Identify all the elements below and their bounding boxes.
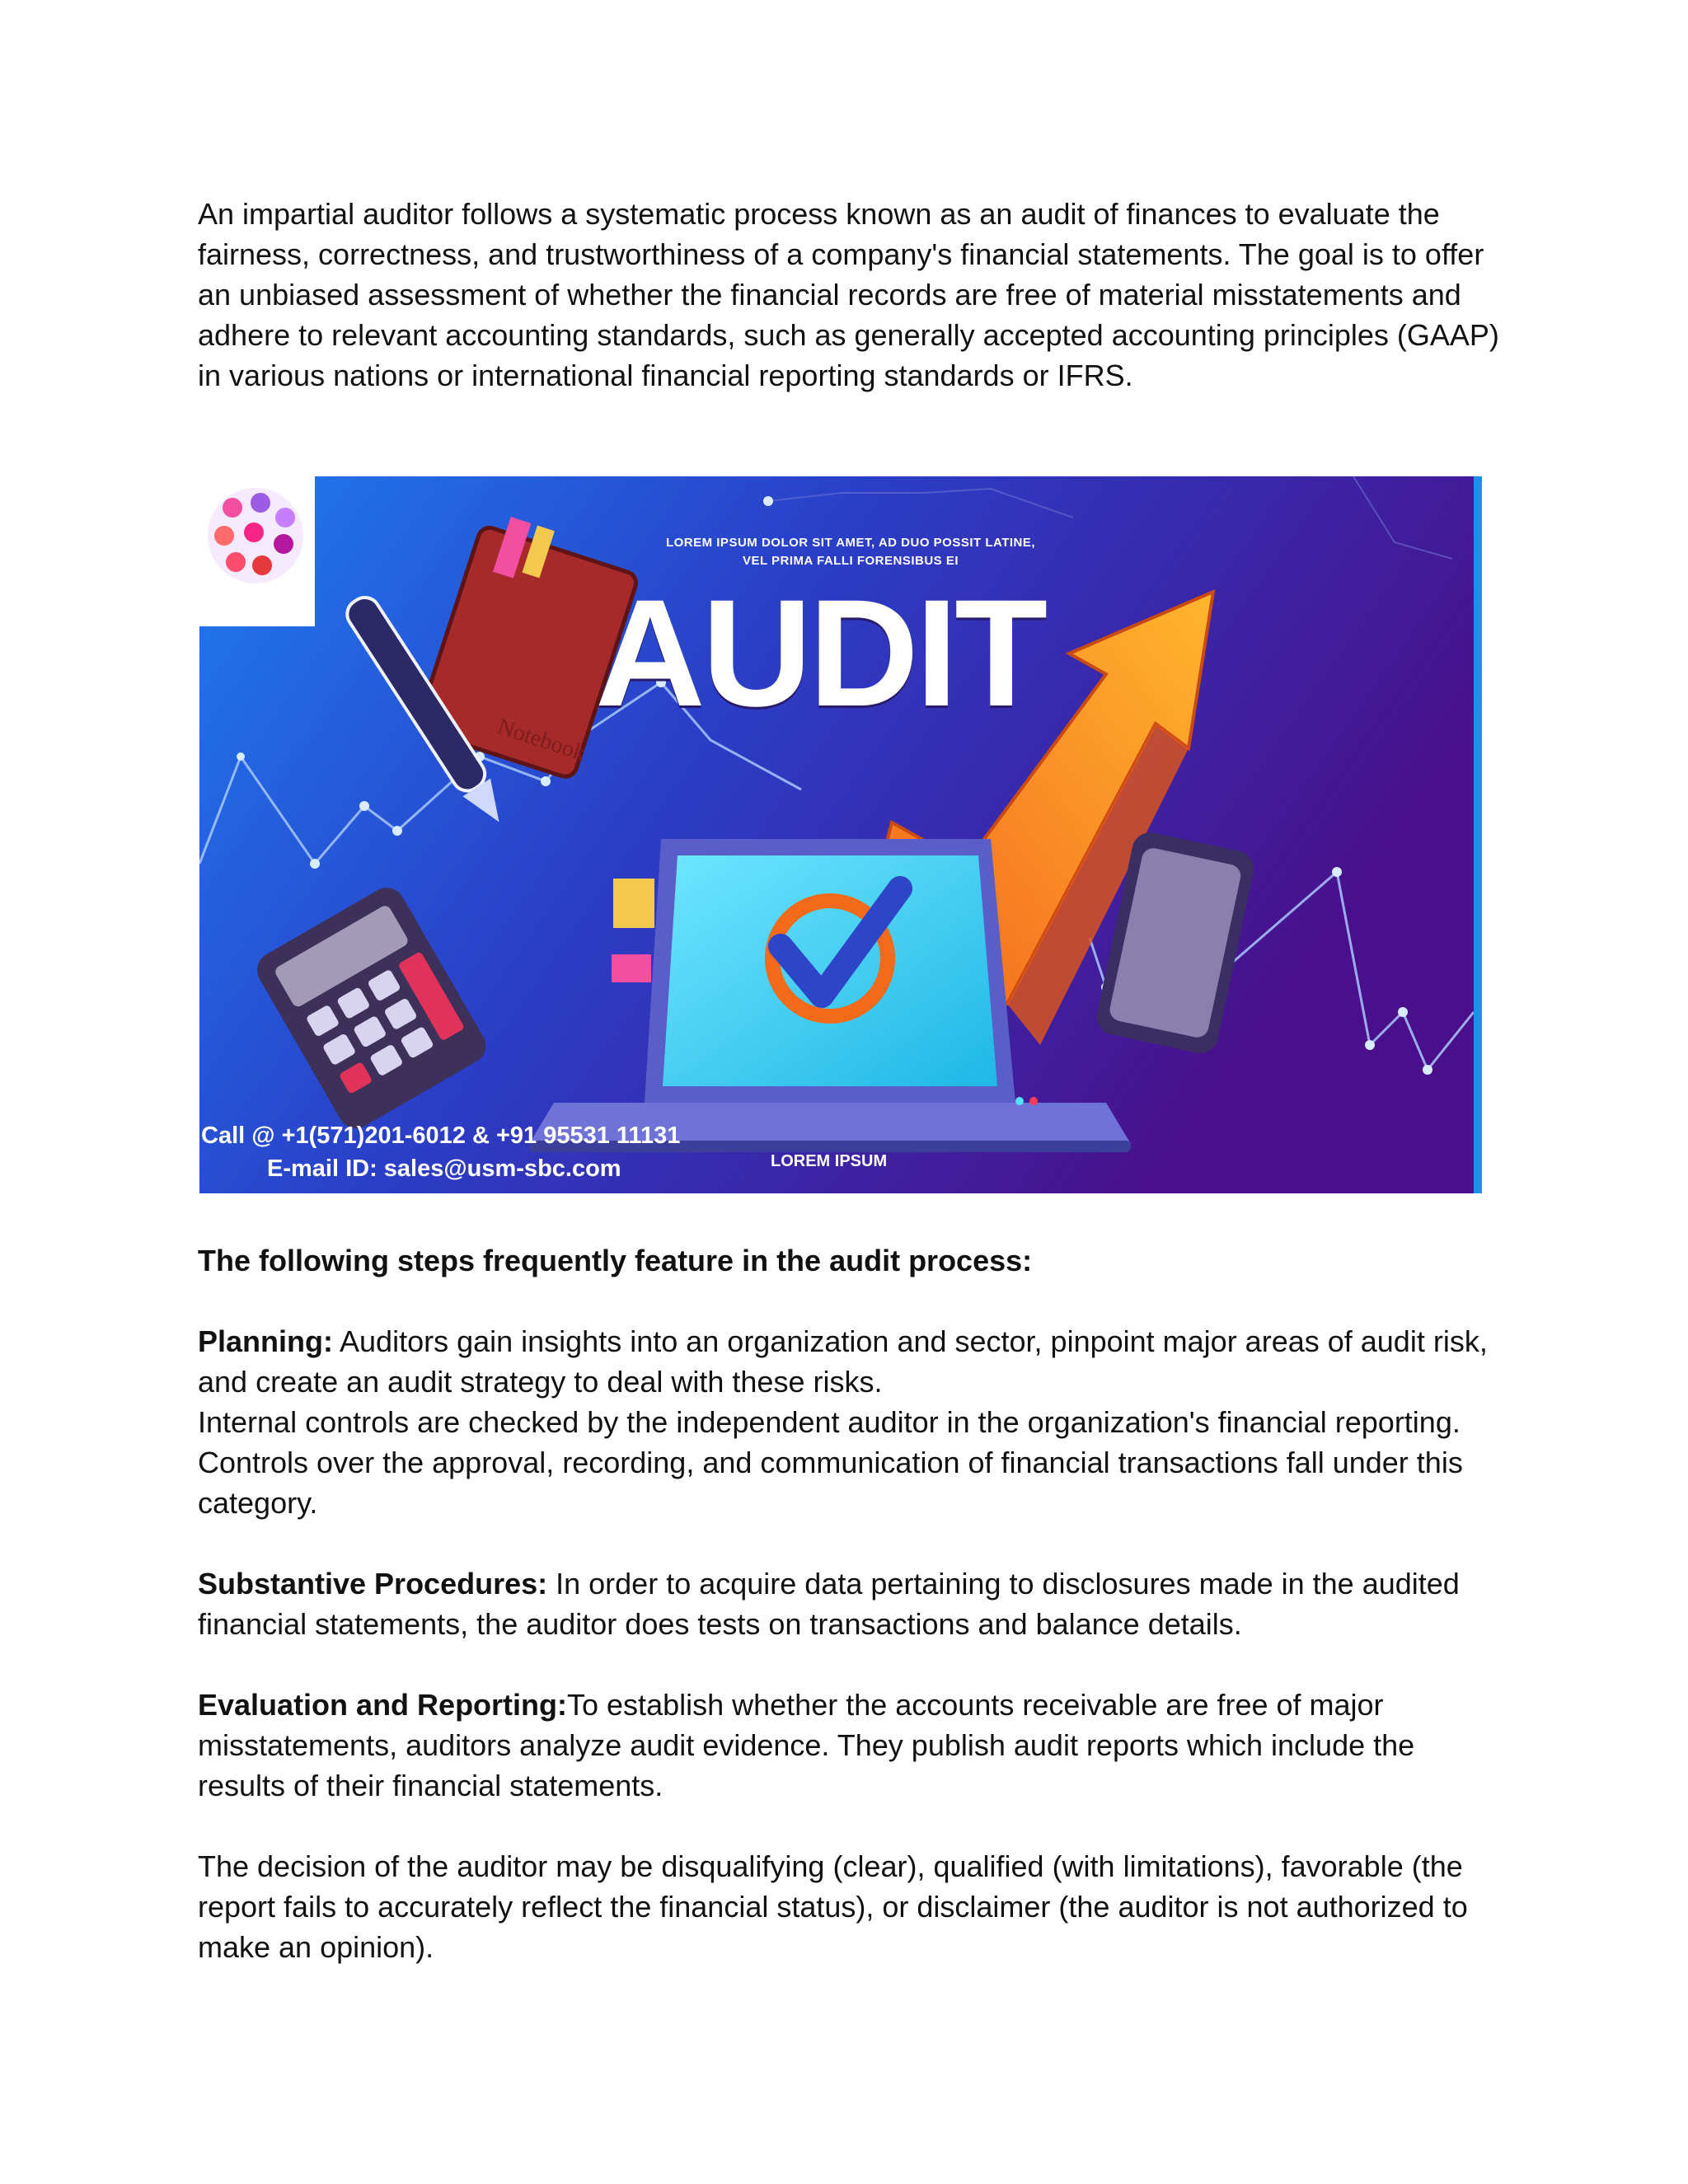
banner-tagline-line1: LOREM IPSUM DOLOR SIT AMET, AD DUO POSSIT LATINE, — [665, 536, 1036, 550]
contact-email: E-mail ID: sales@usm-sbc.com — [267, 1155, 621, 1182]
evaluation-label: Evaluation and Reporting: — [198, 1688, 568, 1722]
internal-controls-paragraph: Internal controls are checked by the independent auditor in the organization's financial reporting. Controls over the approval, recording, and communication of financial transactions fall under this category. — [198, 1405, 1463, 1520]
banner-tagline — [636, 534, 1065, 570]
audit-banner-image — [199, 476, 1482, 1193]
planning-text: Auditors gain insights into an organization and sector, pinpoint major areas of audit risk, and create an audit strategy to deal with these risks. — [198, 1324, 1488, 1399]
evaluation-paragraph — [198, 1685, 1500, 1806]
substantive-label: Substantive Procedures: — [198, 1567, 548, 1601]
contact-phone: Call @ +1(571)201-6012 & +91 95531 11131 — [201, 1122, 681, 1149]
steps-heading: The following steps frequently feature in the audit process: — [198, 1244, 1033, 1277]
evaluation-text: To establish whether the accounts receivable are free of major misstatements, auditors analyze audit evidence. They publish audit reports which include the results of their financial statements. — [198, 1688, 1415, 1802]
intro-paragraph — [198, 194, 1500, 396]
banner-contact — [201, 1119, 680, 1185]
logo-globe-icon — [208, 488, 303, 583]
intro-text: An impartial auditor follows a systematic process known as an audit of finances to evaluate the fairness, correctness, and trustworthiness of a company's financial statements. The goal is to offer an unbiased assessment of whether the financial records are free of material misstatements and adhere to relevant accounting standards, such as generally accepted accounting principles (GAAP) in various nations or international financial reporting standards or IFRS. — [198, 197, 1499, 392]
banner-footer: LOREM IPSUM — [771, 1152, 888, 1170]
planning-paragraph — [198, 1321, 1500, 1402]
notebook-label: Notebook — [494, 714, 589, 766]
audit-steps-section — [198, 1240, 1500, 1967]
sticky-note-pink — [612, 954, 651, 982]
substantive-text: In order to acquire data pertaining to disclosures made in the audited financial statements, the auditor does tests on transactions and balance details. — [198, 1567, 1460, 1641]
substantive-paragraph — [198, 1563, 1500, 1644]
banner-tagline-line2: VEL PRIMA FALLI FORENSIBUS EI — [742, 554, 959, 568]
banner-title: AUDIT — [595, 569, 1045, 738]
decision-paragraph: The decision of the auditor may be disqualifying (clear), qualified (with limitations), favorable (the report fails to accurately reflect the financial status), or disclaimer (the auditor is not authorized to make an opinion). — [198, 1849, 1468, 1964]
sticky-note-yellow — [613, 879, 654, 928]
planning-label: Planning: — [198, 1324, 333, 1358]
